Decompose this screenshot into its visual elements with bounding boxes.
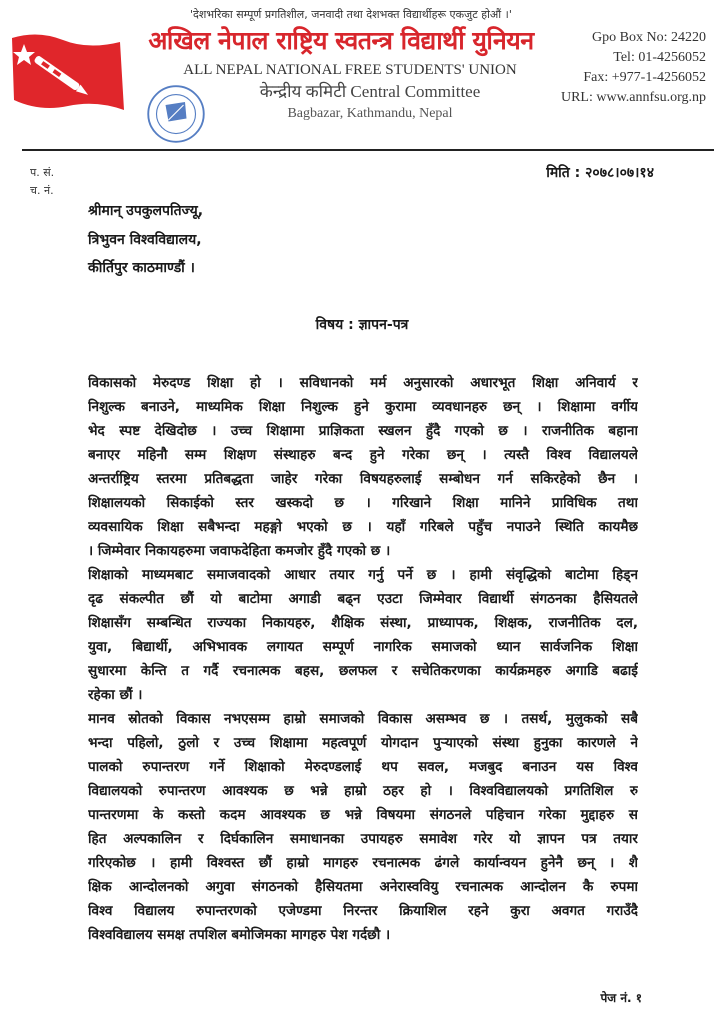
body-line: भेद स्पष्ट देखिदोछ । उच्च शिक्षामा प्राज्ञिकता स्खलन हुँदै गएको छ । राजनीतिक बहाना — [88, 423, 638, 439]
body-line: मानव स्रोतको विकास नभएसम्म हाम्रो समाजको विकास असम्भव छ । तसर्थ, मुलुकको सबै — [88, 711, 638, 727]
recipient-line: त्रिभुवन विश्वविद्यालय, — [88, 232, 202, 248]
recipient-line: कीर्तिपुर काठमाण्डौं । — [88, 260, 195, 276]
motto: 'देशभरिका सम्पूर्ण प्रगतिशील, जनवादी तथा देशभक्त विद्यार्थीहरू एकजुट होऔं ।' — [190, 8, 512, 21]
letter-body — [88, 371, 638, 947]
body-line: दृढ संकल्पीत छौं यो बाटोमा अगाडी बढ्न एउटा जिम्मेवार विद्यार्थी संगठनका हैसियतले — [88, 591, 638, 607]
body-line: विश्वविद्यालय समक्ष तपशिल बमोजिमका मागहरु पेश गर्दछौ । — [88, 927, 391, 943]
fax: Fax: +977-1-4256052 — [583, 70, 706, 85]
committee-label: केन्द्रीय कमिटी Central Committee — [259, 82, 481, 101]
body-line: भन्दा पहिलो, ठुलो र उच्च शिक्षामा महत्वपूर्ण योगदान पुर्‍याएको संस्था हुनुका कारणले ने — [88, 735, 638, 751]
body-line: विकासको मेरुदण्ड शिक्षा हो । सविधानको मर्म अनुसारको अधारभूत शिक्षा अनिवार्य र — [88, 375, 638, 391]
official-seal-icon — [146, 84, 206, 144]
body-line: शिक्षालयको सिकाईको स्तर खस्कदो छ । गरिखाने शिक्षा मानिने प्राविधिक तथा — [88, 495, 638, 511]
header-divider — [22, 149, 714, 151]
body-line: विश्व विद्यालय रुपान्तरणको एजेण्डमा निरन्तर क्रियाशिल रहने कुरा अवगत गराउँदै — [88, 903, 638, 919]
body-line: क्षिक आन्दोलनको अगुवा संगठनको हैसियतमा अनेरास्ववियु रचनात्मक आन्दोलन कै रुपमा — [88, 879, 638, 895]
letter-subject: विषय : ज्ञापन-पत्र — [315, 317, 409, 333]
letter-date: मिति : २०७८।०७।१४ — [546, 165, 654, 181]
body-line: शिक्षासँग सम्बन्धित राज्यका निकायहरु, शैक्षिक संस्था, प्राध्यापक, शिक्षक, राजनीतिक दल, — [88, 615, 638, 631]
gpo-box: Gpo Box No: 24220 — [592, 30, 706, 45]
body-line: हित अल्पकालिन र दिर्घकालिन समाधानका उपायहरु समावेश गरेर यो ज्ञापन पत्र तयार — [88, 831, 638, 847]
body-line: निशुल्क बनाउने, माध्यमिक शिक्षा निशुल्क हुने कुरामा व्यवधानहरु छन् । शिक्षामा वर्गीय — [88, 399, 638, 415]
body-line: सुधारमा केन्ति त गर्दै रचनात्मक बहस, छलफल र सचेतिकरणका कार्यक्रमहरु अगाडि बढाई — [88, 663, 638, 679]
body-line: गरिएकोछ । हामी विश्वस्त छौं हाम्रो मागहरु रचनात्मक ढंगले कार्यान्वयन हुनेनै छन् । शै — [88, 855, 638, 871]
body-line: बनाएर महिनौ सम्म शिक्षण संस्थाहरु बन्द हुने गरेका छन् । त्यस्तै विश्व विद्यालयले — [88, 447, 638, 463]
body-line: । जिम्मेवार निकायहरुमा जवाफदेहिता कमजोर हुँदै गएको छ । — [88, 543, 391, 559]
body-line: अन्तर्राष्ट्रिय स्तरमा प्रतिबद्धता जाहेर गरेका विषयहरुलाई सम्बोधन गर्न सकिरहेको छैन । — [88, 471, 638, 487]
telephone: Tel: 01-4256052 — [613, 50, 706, 65]
contact-block — [561, 28, 706, 108]
dispatch-number: च. नं. — [30, 184, 54, 197]
body-line: रहेका छौं । — [88, 687, 143, 703]
recipient-line: श्रीमान् उपकुलपतिज्यू, — [88, 203, 204, 219]
body-line: विद्यालयको रुपान्तरण आवश्यक छ भन्ने हाम्रो ठहर हो । विश्वविद्यालयको प्रगतिशिल रु — [88, 783, 638, 799]
website: URL: www.annfsu.org.np — [560, 90, 706, 105]
org-address: Bagbazar, Kathmandu, Nepal — [287, 106, 453, 121]
page-number: पेज नं. १ — [600, 991, 642, 1005]
org-name-english: ALL NEPAL NATIONAL FREE STUDENTS' UNION — [183, 62, 517, 78]
body-line: पान्तरणमा के कस्तो कदम आवश्यक छ भन्ने विषयमा संगठनले पहिचान गरेका मुद्दाहरु स — [88, 807, 638, 823]
body-line: युवा, बिद्यार्थी, अभिभावक लगायत सम्पूर्ण नागरिक समाजको ध्यान सार्वजनिक शिक्षा — [88, 639, 638, 655]
flag-logo-icon — [8, 30, 128, 116]
org-name-nepali: अखिल नेपाल राष्ट्रिय स्वतन्त्र विद्यार्थी युनियन — [148, 26, 534, 55]
body-line: पालको रुपान्तरण गर्ने शिक्षाको मेरुदण्डलाई थप सवल, मजबुद बनाउन यस विश्व — [88, 759, 638, 775]
body-line: शिक्षाको माध्यमबाट समाजवादको आधार तयार गर्नु पर्ने छ । हामी संवृद्धिको बाटोमा हिड्न — [88, 567, 638, 583]
body-line: व्यवसायिक शिक्षा सबैभन्दा महङ्गो भएको छ । यहाँ गरिबले पहुँच नपाउने स्थिति कायमैछ — [88, 519, 638, 535]
reference-number: प. सं. — [30, 166, 55, 179]
